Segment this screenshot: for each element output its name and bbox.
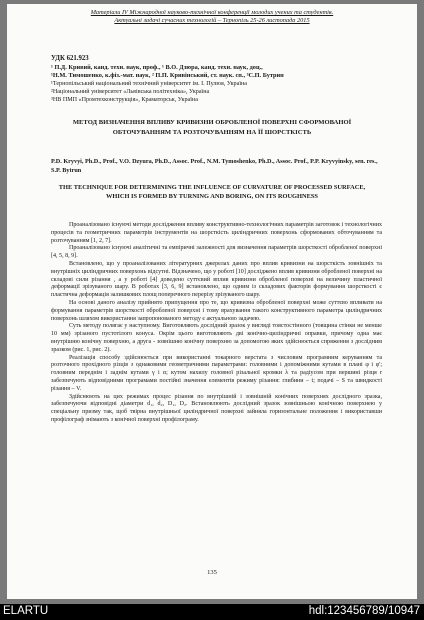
document-page <box>7 4 417 599</box>
author-list <box>51 64 391 80</box>
paragraph: Суть методу полягає у наступному. Виготовляють дослідний зразок у вигляді товстостінного (товщина стінки не менше 10 мм) зрізаного пустотілого конуса. Окрім цього виготовляють дві конічно-циліндричні оправки, причому одна має внутрішню конічну поверхню, а друга - зовнішню конічну поверхню за допомогою яких здійснюється спряження з дослідним зразком (рис. 1, рис. 2). <box>51 323 382 353</box>
repository-name: ELARTU <box>3 605 49 617</box>
paragraph: Проаналізовано існуючі методи дослідження впливу конструктивно-технологічних параметрів заготовок і технологічних процесів та геометричних параметрів інструментів на шорсткість циліндричних поверхонь сформованих обточуванням та розточуванням [1, 2, 7]. <box>51 222 382 244</box>
conference-line-1: Матеріали IV Міжнародної науково-технічної конференції молодих учених та студентів. <box>90 9 334 16</box>
conference-header <box>7 9 417 25</box>
affiliation-list <box>51 80 391 105</box>
paragraph: Здійснюють на цих режимах процес різання по внутрішній і зовнішній конічних поверхнях дослідного зразка, забезпечуючи відповідні діаметри d₁, d₂, D₁, D₂. Встановлюють дослідний зразок зовнішньою конічною поверхнею у спеціальну призму так, щоб твірна внутрішньої циліндричної поверхні зайняла горизонтальне положення і використавши профілограф знімають з конічної поверхні профілограму. <box>51 393 382 423</box>
conference-line-2: Актуальні задачі сучасних технологій – Тернопіль 25-26 листопада 2015 <box>114 17 310 24</box>
authors-english: P.D. Kryvyi, Ph.D., Prof., V.O. Dzyura, Ph.D., Assoc. Prof., N.M. Tymoshenko, Ph.D., Assoc. Prof., P.P. Kryvyinsky, sen. res., S.P. Bytrun <box>51 158 378 174</box>
author-line-1: ¹ П.Д. Кривий, канд. техн. наук, проф., ¹ В.О. Дзюра, канд. техн. наук, доц., <box>51 64 263 71</box>
paragraph: Проаналізовано існуючі аналітичні та емпіричні залежності для визначення параметрів шорсткості обробленої поверхні [4, 5, 8, 9]. <box>51 245 382 260</box>
paragraph: Встановлено, що у проаналізованих літературних джерелах даних про вплив кривизни на шорсткість зовнішніх та внутрішніх циліндричних поверхонь відсутні. Відзначено, що у роботі [10] досліджено вплив кривизни обробленої поверхні на складові сили різання , а у роботі [4] доведено суттєвий вплив кривизни обробленої поверхні на величину пластичної деформації зрізуваного шару. В роботах [3, 6, 9] встановлено, що одним із складових факторів формування шорсткості є пластична деформація залишкових площ поперечного перерізу зрізуваного шару. <box>51 260 382 299</box>
title-ukrainian: МЕТОД ВИЗНАЧЕННЯ ВПЛИВУ КРИВИЗНИ ОБРОБЛЕНОЇ ПОВЕРХНІ СФОРМОВАНОЇ ОБТОЧУВАННЯМ ТА РОЗТОЧУВАННЯМ НА ЇЇ ШОРСТКІСТЬ <box>72 119 352 136</box>
handle-identifier[interactable]: hdl:123456789/10947 <box>308 605 420 617</box>
paragraph: На основі даного аналізу прийнято припущення про те, що кривизна обробленої поверхні може суттєво впливати на формування параметрів шорсткості обробленої поверхні і тому врахування такого конструктивного параметра циліндричних поверхонь шляхом використання запропонованого методу є актуальною задачею. <box>51 299 382 322</box>
title-english: THE TECHNIQUE FOR DETERMINING THE INFLUENCE OF CURVATURE OF PROCESSED SURFACE, WHICH IS FORMED BY TURNING AND BORING, ON ITS ROUGHNESS <box>58 184 366 200</box>
affiliation-2: ²Національний університет «Львівська політехніка», Україна <box>51 89 210 96</box>
article-body <box>51 222 382 425</box>
affiliation-1: ¹Тернопільський національний технічний університет ім. І. Пулюя, Україна <box>51 81 247 87</box>
paragraph: Реалізація способу здійснюється при використанні токарного верстата з числовим програмним керуванням та розточного прохідного різців з однаковими геометричними параметрами: головними і допоміжними кутами в плані φ і φ'; головним переднім і заднім кутами γ і α; кутом нахилу головної різальної кромки λ та радіусом при вершині різця r забезпечують відповідними програмами постійні значення елементів режиму різання: глибини – t; подачі – S та швидкості різання – V. <box>51 354 382 392</box>
udc-code: УДК 621.923 <box>51 55 89 62</box>
author-line-2: ¹Н.М. Тимошенко, к.фіз.-мат. наук, ² П.П. Кривінський, ст. наук. сп., ³С.П. Бутрин <box>51 72 284 80</box>
viewer-footer-bar <box>0 604 424 620</box>
page-number: 135 <box>207 569 217 576</box>
affiliation-3: ³НВ ПМП «Промтехконструкція», Краматорськ, Україна <box>51 97 198 104</box>
